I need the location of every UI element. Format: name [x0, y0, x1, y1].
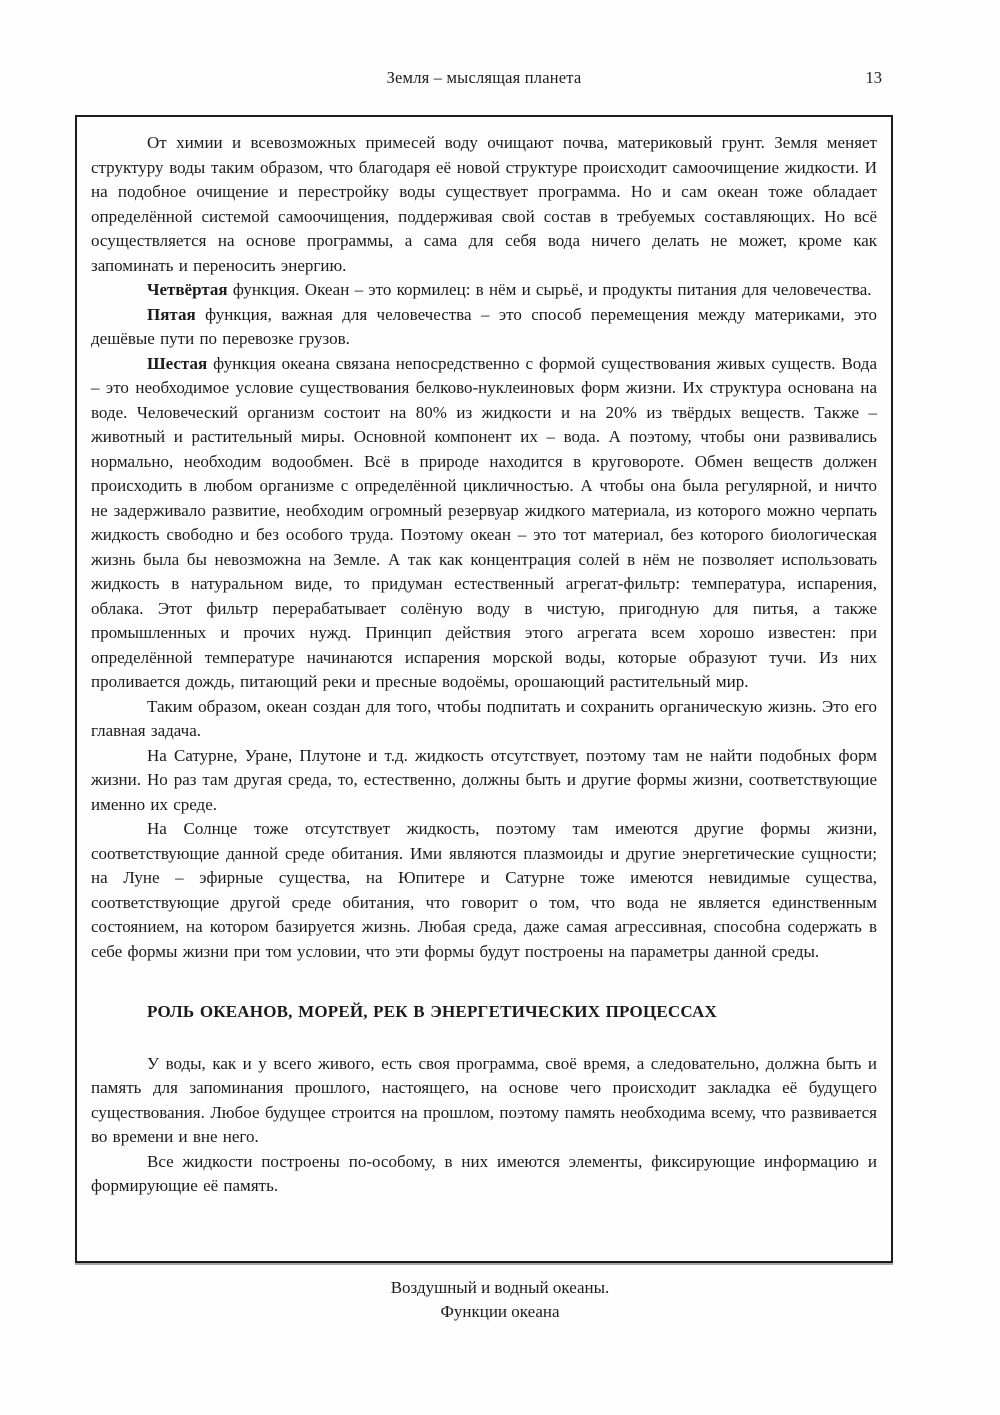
paragraph-lead: Шестая: [147, 353, 208, 373]
paragraph-lead: Четвёртая: [147, 280, 228, 299]
body-paragraph: Пятая функция, важная для человечества – это способ перемещения между материками, это дешёвые пути по перевозке грузов.: [91, 304, 877, 348]
footer-line-1: Воздушный и водный океаны.: [390, 1278, 610, 1297]
body-paragraph: Таким образом, океан создан для того, чтобы подпитать и сохранить органическую жизнь. Это его главная задача.: [91, 696, 877, 740]
page-footer: [0, 1276, 1000, 1324]
body-paragraph: У воды, как и у всего живого, есть своя программа, своё время, а следовательно, должна быть и память для запоминания прошлого, настоящего, на основе чего происходит закладка её будущего существования. Любое будущее строится на прошлом, поэтому память необходима всему, что развивается во времени и вне него.: [91, 1053, 877, 1146]
body-paragraph: На Солнце тоже отсутствует жидкость, поэтому там имеются другие формы жизни, соответствующие данной среде обитания. Ими являются плазмоиды и другие энергетические сущности; на Луне – эфирные существа, на Юпитере и Сатурне тоже имеются невидимые существа, соответствующие другой среде обитания, что говорит о том, что вода не является единственным состоянием, на котором базируется жизнь. Любая среда, даже самая агрессивная, способна содержать в себе формы жизни при том условии, что эти формы будут построены на параметры данной среды.: [91, 819, 877, 961]
body-paragraph: На Сатурне, Уране, Плутоне и т.д. жидкость отсутствует, поэтому там не найти подобных форм жизни. Но раз там другая среда, то, естественно, должны быть и другие формы жизни, соответствующие именно их среде.: [91, 745, 877, 814]
footer-line-2: Функции океана: [440, 1302, 560, 1321]
page-title: Земля – мыслящая планета: [386, 68, 582, 87]
body-paragraph: От химии и всевозможных примесей воду очищают почва, материковый грунт. Земля меняет структуру воды таким образом, что благодаря её новой структуре происходит самоочищение жидкости. И на подобное очищение и перестройку воды существует программа. Но и сам океан тоже обладает определённой системой самоочищения, поддерживая свой состав в требуемых составляющих. Но всё осуществляется на основе программы, а сама для себя вода ничего делать не может, кроме как запоминать и переносить энергию.: [91, 133, 877, 275]
body-paragraph: Четвёртая функция. Океан – это кормилец: в нём и сырьё, и продукты питания для человечества.: [147, 280, 872, 299]
page-number: 13: [865, 68, 882, 87]
body-paragraph: Шестая функция океана связана непосредственно с формой существования живых существ. Вода – это необходимое условие существования белково-нуклеиновых форм жизни. Их структура основана на воде. Человеческий организм состоит на 80% из жидкости и на 20% из твёрдых веществ. Также – животный и растительный миры. Основной компонент их – вода. А поэтому, чтобы они развивались нормально, необходим водообмен. Всё в природе находится в круговороте. Обмен веществ должен происходить в любом организме с определённой цикличностью. А чтобы она была регулярной, и ничто не задерживало развитие, необходим огромный резервуар жидкого материала, из которого можно черпать жидкость свободно и без особого труда. Поэтому океан – это тот материал, без которого биологическая жизнь была бы невозможна на Земле. А так как концентрация солей в нём не позволяет использовать жидкость в натуральном виде, то придуман естественный агрегат-фильтр: температура, испарения, облака. Этот фильтр перерабатывает солёную воду в чистую, пригодную для питья, а также промышленных и прочих нужд. Принцип действия этого агрегата всем хорошо известен: при определённой температуре начинаются испарения морской воды, которые образуют тучи. Из них проливается дождь, питающий реки и пресные водоёмы, орошающий растительный мир.: [91, 353, 877, 691]
paragraph-lead: Пятая: [147, 304, 196, 324]
section-heading: РОЛЬ ОКЕАНОВ, МОРЕЙ, РЕК В ЭНЕРГЕТИЧЕСКИХ ПРОЦЕССАХ: [147, 1002, 717, 1021]
content-box: [75, 115, 893, 1263]
body-paragraph: Все жидкости построены по-особому, в них имеются элементы, фиксирующие информацию и формирующие её память.: [91, 1151, 877, 1195]
